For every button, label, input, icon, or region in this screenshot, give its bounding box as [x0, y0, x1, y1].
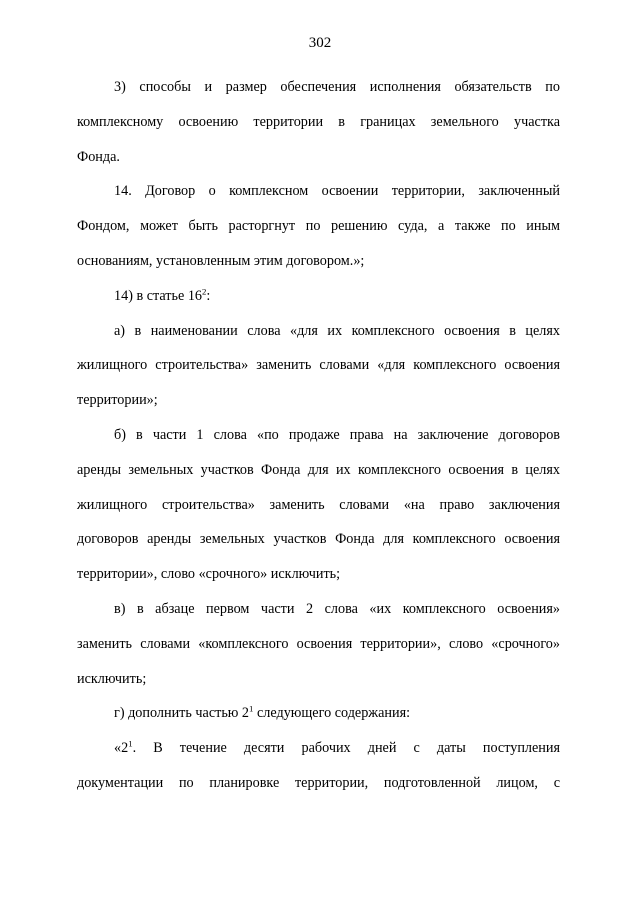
text-line: [77, 209, 560, 244]
text-line: [77, 105, 560, 140]
text-line: [77, 453, 560, 488]
text-line: [77, 174, 560, 209]
document-body: [77, 70, 560, 801]
text-line-content: жилищного строительства» заменить словами «для комплексного освоения: [77, 357, 560, 374]
text-line: [77, 279, 560, 314]
text-line: [77, 70, 560, 105]
text-line: [77, 696, 560, 731]
text-line-content: заменить словами «комплексного освоения территории», слово «срочного»: [77, 635, 560, 652]
text-line-content: аренды земельных участков Фонда для их комплексного освоения в целях: [77, 461, 560, 478]
text-line: [77, 348, 560, 383]
text-line-content: 3) способы и размер обеспечения исполнения обязательств по: [114, 79, 560, 95]
text-line-content: в) в абзаце первом части 2 слова «их комплексного освоения»: [114, 600, 560, 617]
text-line: [77, 592, 560, 627]
text-line-continuation: :: [206, 287, 211, 304]
text-line: [77, 627, 560, 662]
text-line-content: договоров аренды земельных участков Фонда для комплексного освоения: [77, 531, 560, 548]
text-line-content: а) в наименовании слова «для их комплексного освоения в целях: [114, 322, 560, 339]
page-number: 302: [308, 35, 332, 51]
text-line: [77, 766, 560, 801]
text-line-content: основаниям, установленным этим договором.»;: [77, 252, 365, 269]
text-line: [77, 244, 560, 279]
text-line-content: жилищного строительства» заменить словами «на право заключения: [77, 496, 560, 513]
text-line-continuation: следующего содержания:: [253, 705, 411, 722]
text-line-continuation: . В течение десяти рабочих дней с даты поступления: [132, 740, 560, 757]
text-line-content: комплексному освоению территории в границах земельного участка: [77, 113, 560, 130]
text-line: [77, 557, 560, 592]
text-line: [77, 418, 560, 453]
text-line: [77, 383, 560, 418]
text-line-content: Фонда.: [77, 148, 120, 165]
text-line-content: «2: [114, 740, 129, 757]
text-line-content: исключить;: [77, 670, 147, 687]
text-line: [77, 314, 560, 349]
text-line-content: 14) в статье 16: [114, 287, 203, 304]
text-line: [77, 731, 560, 766]
text-line-content: б) в части 1 слова «по продаже права на заключение договоров: [114, 426, 560, 443]
text-line-content: г) дополнить частью 2: [114, 705, 250, 722]
text-line-content: 14. Договор о комплексном освоении территории, заключенный: [114, 183, 560, 200]
text-line-content: территории», слово «срочного» исключить;: [77, 566, 341, 583]
text-line-content: документации по планировке территории, подготовленной лицом, с: [77, 774, 560, 791]
text-line: [77, 488, 560, 523]
text-line: [77, 522, 560, 557]
superscript: 1: [128, 738, 133, 749]
superscript: 1: [249, 703, 254, 714]
text-line: [77, 662, 560, 697]
superscript: 2: [202, 286, 207, 297]
text-line-content: территории»;: [77, 392, 158, 409]
text-line: [77, 140, 560, 175]
text-line-content: Фондом, может быть расторгнут по решению суда, а также по иным: [77, 218, 560, 235]
